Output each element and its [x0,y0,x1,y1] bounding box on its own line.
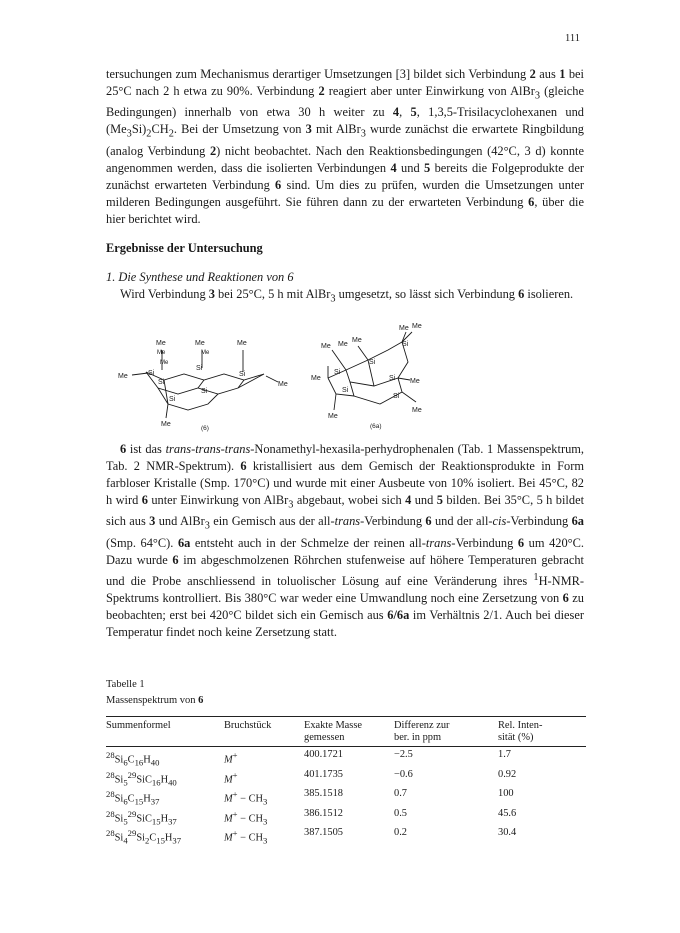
table-caption-compound: 6 [198,695,204,706]
cell-intensity: 1.7 [498,749,511,760]
cell-diff: 0.7 [394,788,407,800]
methyl-label: Me [156,340,166,347]
structure-label-6a: (6a) [370,423,382,430]
table-row [106,788,586,808]
silicon-label: Si [201,388,208,395]
methyl-label: Me [201,350,210,356]
methyl-label: Me [157,350,166,356]
cell-intensity: 0.92 [498,768,517,780]
page-number: 111 [565,33,580,44]
table-caption-text: Massenspektrum von [106,695,199,706]
silicon-label: Si [148,370,155,377]
cell-fragment: M+ [224,769,238,786]
structure-6-labels [118,340,288,432]
table-header-row [106,717,586,747]
methyl-label: Me [352,337,362,344]
paragraph-intro: tersuchungen zum Mechanismus derartiger Umsetzungen [3] bildet sich Verbindung 2 aus 1 bei 25°C nach 2 h etwa zu 90%. Verbindung 2 reagiert aber unter Einwirkung von AlBr$_3$ (gleiche Bedingungen) innerhalb von etwa 30 h weiter zu 4, 5, 1,3,5-Trisilacyclohexanen und $(Me_3Si)_2CH_2$. Bei der Umsetzung von 3 mit AlBr$_3$ wurde zunächst die erwartete Ringbildung (analog Verbindung 2) nicht beobachtet. Nach den Reaktionsbedingungen (42°C, 3 d) konnte angenommen werden, dass die isolierten Verbindungen 4 und 5 bereits die Folgeprodukte der zunächst erwarteten Verbindung 6 sind. Um dies zu prüfen, wurden die Umsetzungen unter milderen Bedingungen ausgeführt. Sie führen dann zu der erwarteten Verbindung 6, über die hier berichtet wird. [106,67,585,226]
structure-figure [106,318,584,432]
methyl-label: Me [195,340,205,347]
structure-label-6: (6) [201,425,209,432]
table-row [106,769,586,789]
cell-mass: 401.1735 [304,768,343,780]
silicon-label: Si [196,365,203,372]
header-intensity: Rel. Inten- sität (%) [498,717,586,747]
cell-diff: −0.6 [394,768,413,780]
subsection-heading: 1. Die Synthese und Reaktionen von 6 [106,270,294,284]
cell-intensity: 100 [498,788,514,800]
header-formula: Summenformel [106,717,224,747]
cell-mass: 386.1512 [304,807,343,819]
methyl-label: Me [412,407,422,414]
cell-intensity: 30.4 [498,827,517,839]
header-difference: Differenz zur ber. in ppm [394,717,498,747]
methyl-label: Me [399,325,409,332]
cell-fragment: $M^+ - CH_3$ [224,789,268,807]
methyl-label: Me [118,373,128,380]
cell-intensity: 45.6 [498,807,517,819]
methyl-label: Me [328,413,338,420]
silicon-label: Si [402,341,409,348]
cell-fragment: $M^+ - CH_3$ [224,808,268,827]
silicon-label: Si [158,379,165,386]
methyl-label: Me [412,323,422,330]
silicon-label: Si [369,359,376,366]
methyl-label: Me [311,375,321,382]
mass-spectrum-table [106,716,586,847]
methyl-label: Me [338,341,348,348]
header-fragment: Bruchstück [224,717,304,747]
table-caption-title [106,694,203,708]
cell-fragment: $M^+ - CH_3$ [224,828,268,846]
section-heading: Ergebnisse der Untersuchung [106,241,263,255]
cell-formula: $^{28}Si_5^{29}SiC_{16}H_{40}$ [106,769,177,788]
silicon-label: Si [389,375,396,382]
paragraph-synthesis: Wird Verbindung 3 bei 25°C, 5 h mit AlBr$_3$ umgesetzt, so lässt sich Verbindung 6 isolieren. [120,287,574,305]
cell-formula: $^{28}Si_4^{29}Si_2C_{15}H_{37}$ [106,828,182,846]
methyl-label: Me [410,378,420,385]
methyl-label: Me [161,421,171,428]
cell-mass: 387.1505 [304,827,343,839]
cell-diff: −2.5 [394,749,413,760]
cell-formula: $^{28}Si_6C_{16}H_{40}$ [106,750,160,768]
structure-drawing [106,318,584,432]
paragraph-main: 6 ist das trans-trans-trans-Nonamethyl-hexasila-perhydrophenalen (Tab. 1 Massenspektrum, Tab. 2 NMR-Spektrum). 6 kristallisiert aus dem Gemisch der Reaktionsprodukte in Form farbloser Kristalle (Smp. 170°C) und wurde mit einer Ausbeute von 10% isoliert. Bei 45°C, 82 h wird 6 unter Einwirkung von AlBr$_3$ abgebaut, wobei sich 4 und 5 bilden. Bei 35°C, 5 h bildet sich aus 3 und AlBr$_3$ ein Gemisch aus der all-trans-Verbindung 6 und der all-cis-Verbindung 6a (Smp. 64°C). 6a entsteht auch in der Schmelze der reinen all-trans-Verbindung 6 um 420°C. Dazu wurde 6 im abgeschmolzenen Röhrchen stufenweise auf höhere Temperaturen gebracht und die Probe anschliessend in toluolischer Lösung auf eine Veränderung ihres $^1$H-NMR-Spektrums kontrolliert. Bis 380°C war weder eine Umwandlung noch eine Zersetzung von 6 zu beobachten; erst bei 420°C bildet sich ein Gemisch aus 6/6a im Verhältnis 2/1. Auch bei dieser Temperatur findet noch keine Zersetzung statt. [106,442,585,640]
methyl-label: Me [160,360,169,366]
table-row [106,808,586,828]
cell-formula: $^{28}Si_5^{29}SiC_{15}H_{37}$ [106,808,177,827]
cell-diff: 0.5 [394,807,407,819]
cell-mass: 385.1518 [304,788,343,800]
silicon-label: Si [169,396,176,403]
table-row [106,747,586,769]
cell-formula: $^{28}Si_6C_{15}H_{37}$ [106,789,160,807]
cell-mass: 400.1721 [304,749,343,760]
table-row [106,827,586,847]
cell-diff: 0.2 [394,827,407,839]
methyl-label: Me [278,381,288,388]
methyl-label: Me [237,340,247,347]
cell-fragment: M+ [224,750,238,766]
header-exact-mass: Exakte Masse gemessen [304,717,394,747]
silicon-label: Si [239,371,246,378]
silicon-label: Si [342,387,349,394]
table-caption-number: Tabelle 1 [106,679,145,690]
structure-6 [132,350,278,418]
methyl-label: Me [321,343,331,350]
silicon-label: Si [393,393,400,400]
silicon-label: Si [334,369,341,376]
